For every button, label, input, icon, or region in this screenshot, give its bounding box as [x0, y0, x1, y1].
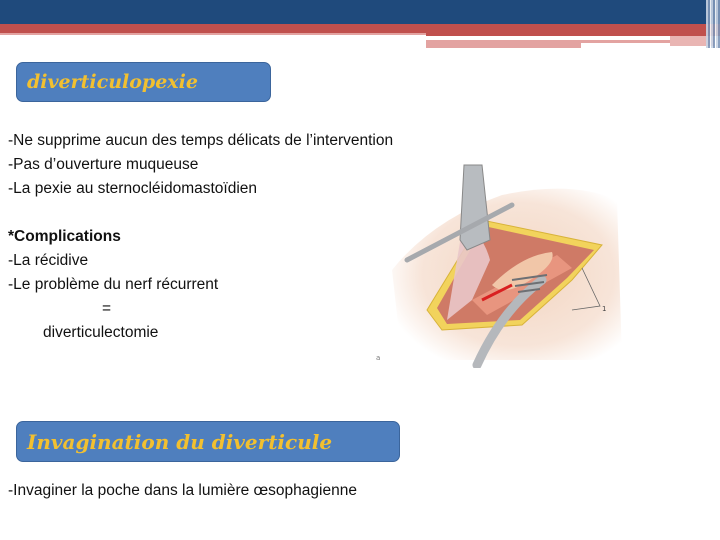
complication-1: -La récidive — [8, 252, 89, 269]
equals-sign: = — [102, 300, 112, 317]
complications-heading: *Complications — [8, 228, 121, 245]
bullet-2: -Pas d’ouverture muqueuse — [8, 156, 199, 173]
complication-2: -Le problème du nerf récurrent — [8, 276, 219, 293]
header-band-blue — [0, 0, 720, 24]
header-band-pink — [0, 33, 426, 35]
bullet-invagination: -Invaginer la poche dans la lumière œsophagienne — [8, 482, 357, 499]
section-title-text: diverticulopexie — [27, 71, 198, 93]
svg-text:a: a — [376, 354, 381, 362]
surgical-illustration — [372, 160, 622, 368]
header-band-red — [0, 24, 720, 33]
bullet-3: -La pexie au sternocléidomastoïdien — [8, 180, 258, 197]
section-title-text: Invagination du diverticule — [27, 429, 333, 454]
header-band-pink-3 — [426, 43, 581, 48]
conclusion-text: diverticulectomie — [43, 324, 159, 341]
header-stripes — [706, 0, 720, 48]
bullet-1: -Ne supprime aucun des temps délicats de l’intervention — [8, 132, 394, 149]
section-title-invagination — [16, 421, 400, 462]
svg-text:1: 1 — [602, 305, 607, 313]
section-title-diverticulopexie — [16, 62, 271, 102]
